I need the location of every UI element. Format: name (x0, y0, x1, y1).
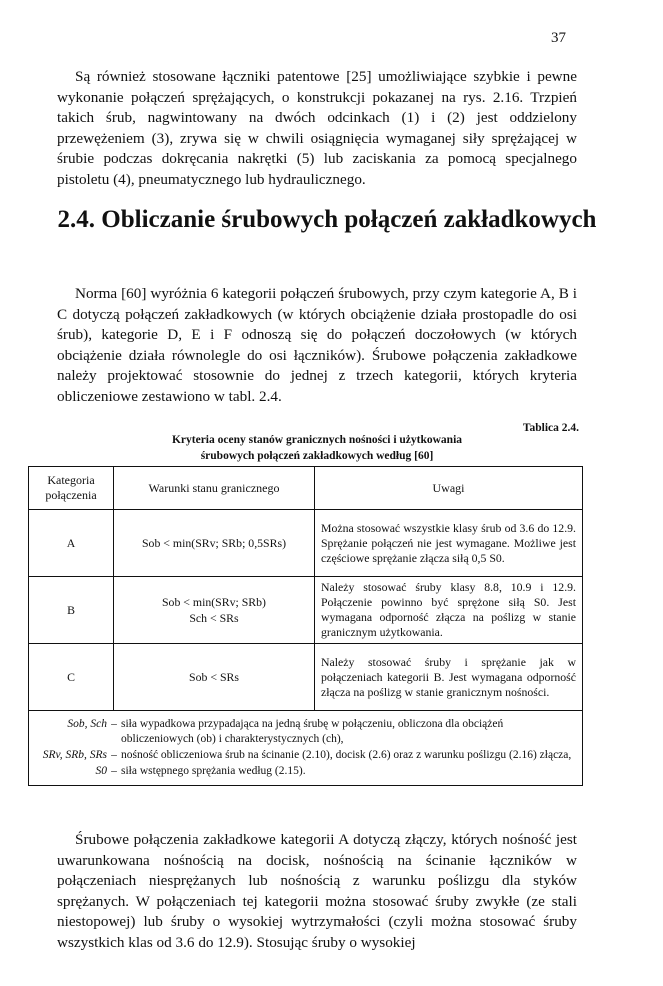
header-category: Kategoria połączenia (29, 467, 114, 510)
page-number: 37 (551, 30, 566, 46)
table-caption-line: Kryteria oceny stanów granicznych nośności i użytkowania (171, 434, 463, 446)
section-number: 2.4. (57, 206, 96, 233)
criteria-table (28, 466, 583, 786)
table-number: Tablica 2.4. (522, 422, 579, 434)
legend-symbol: S0 (95, 765, 107, 777)
legend-text: siła wypadkowa przypadająca na jedną śrubę w połączeniu, obliczona dla obciążeń obliczeniowych (ob) i charakterystycznych (ch), (121, 718, 504, 745)
cell-category: C (29, 644, 114, 711)
legend-symbol: Sob, Sch (67, 718, 107, 730)
cell-condition (114, 577, 315, 644)
legend-symbol: SRv, SRb, SRs (42, 749, 107, 761)
table-row (29, 644, 583, 711)
section-title: Obliczanie śrubowych połączeń zakładkowych (101, 206, 597, 233)
legend-text: nośność obliczeniowa śrub na ścinanie (2.10), docisk (2.6) oraz z warunku poślizgu (2.16) złącza, (121, 749, 572, 761)
table-caption (57, 432, 577, 464)
section-heading (57, 205, 597, 235)
table-caption-line: śrubowych połączeń zakładkowych według [60] (200, 450, 434, 462)
final-paragraph: Śrubowe połączenia zakładkowe kategorii A dotyczą złączy, których nośność jest uwarunkowana nośnością na docisk, nośnością na ścinanie łączników w połączeniach niesprężanych lub nośnością z warunku poślizgu dla styków sprężanych. W połączeniach tej kategorii można stosować śruby zwykłe (ze stali niestopowej) lub śruby o wysokiej wytrzymałości (czyli można stosować śruby wszystkich klas od 3.6 do 12.9). Stosując śruby o wysokiej (57, 831, 577, 951)
legend-dash: – (111, 765, 117, 777)
table-row (29, 510, 583, 577)
legend-dash: – (111, 749, 117, 761)
table-legend-row (29, 711, 583, 786)
cell-notes: Należy stosować śruby klasy 8.8, 10.9 i 12.9. Połączenie powinno być sprężone siłą S0. Jest wymagana odporność złącza na poślizg w stanie granicznym użytkowania. (315, 577, 583, 644)
cell-category: A (29, 510, 114, 577)
legend-dash: – (111, 718, 117, 730)
table-header-row (29, 467, 583, 510)
intro-paragraph: Są również stosowane łączniki patentowe [25] umożliwiające szybkie i pewne wykonanie połączeń sprężających, o konstrukcji pokazanej na rys. 2.16. Trzpień takich śrub, nagwintowany na dwóch odcinkach (1) i (2) jest oddzielony przewężeniem (3), zrywa się w chwili osiągnięcia wymaganej siły sprężającej w śrubie podczas dokręcania nakrętki (5) lub zaciskania za pomocą specjalnego pistoletu (4), pneumatycznego lub hydraulicznego. (57, 68, 577, 188)
header-condition: Warunki stanu granicznego (114, 467, 315, 510)
condition-line: Sob < min(SRv; SRb) (161, 595, 266, 609)
table-legend (29, 711, 583, 786)
cell-notes: Należy stosować śruby i sprężanie jak w połączeniach kategorii B. Jest wymagana odporność złącza na poślizg w stanie granicznym nośności. (315, 644, 583, 711)
header-notes: Uwagi (315, 467, 583, 510)
cell-condition (114, 510, 315, 577)
condition-line: Sob < min(SRv; SRb; 0,5SRs) (142, 536, 286, 550)
condition-line: Sch < SRs (189, 611, 239, 625)
table-row (29, 577, 583, 644)
cell-category: B (29, 577, 114, 644)
condition-line: Sob < SRs (189, 670, 239, 684)
section-paragraph: Norma [60] wyróżnia 6 kategorii połączeń śrubowych, przy czym kategorie A, B i C dotyczą połączeń zakładkowych (w których obciążenie działa prostopadle do osi śrub), kategorie D, E i F odnoszą się do połączeń doczołowych (w których obciążenie działa równolegle do osi łączników). Śrubowe połączenia zakładkowe należy projektować stosownie do jednej z trzech kategorii, których kryteria obliczeniowe zestawiono w tabl. 2.4. (57, 285, 577, 405)
legend-text: siła wstępnego sprężania według (2.15). (121, 765, 306, 777)
cell-condition (114, 644, 315, 711)
cell-notes: Można stosować wszystkie klasy śrub od 3.6 do 12.9. Sprężanie połączeń nie jest wymagane. Możliwe jest częściowe sprężanie złącza siłą 0,5 S0. (315, 510, 583, 577)
